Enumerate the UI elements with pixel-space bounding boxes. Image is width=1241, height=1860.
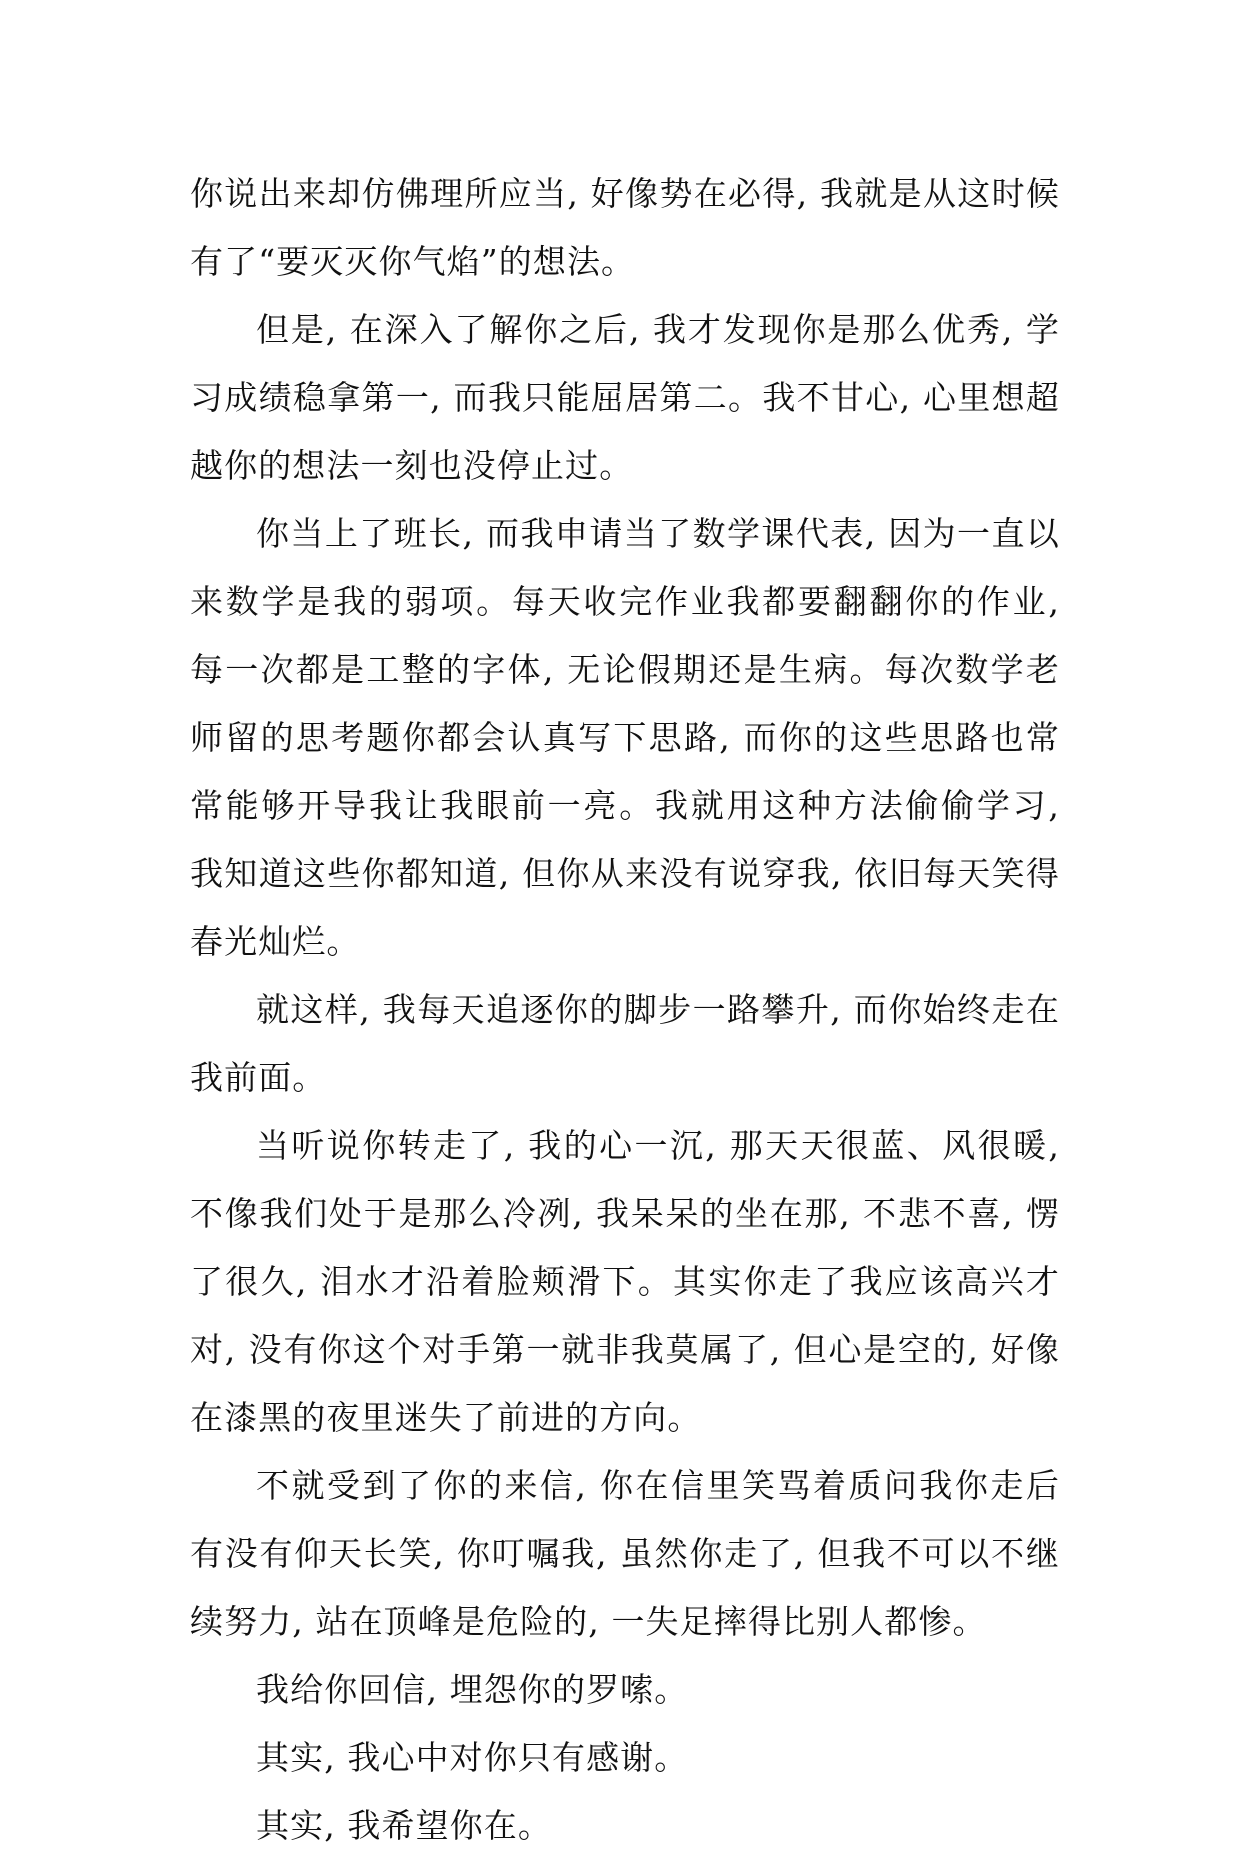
paragraph: 其实, 我希望你在。 xyxy=(256,1806,552,1845)
paragraph: 就这样, 我每天追逐你的脚步一路攀升, 而你始终走在我前面。 xyxy=(190,990,1060,1097)
paragraph: 不就受到了你的来信, 你在信里笑骂着质问我你走后有没有仰天长笑, 你叮嘱我, 虽然你走了, 但我不可以不继续努力, 站在顶峰是危险的, 一失足摔得比别人都惨。 xyxy=(190,1466,1060,1641)
paragraph: 当听说你转走了, 我的心一沉, 那天天很蓝、风很暖, 不像我们处于是那么冷冽, 我呆呆的坐在那, 不悲不喜, 愣了很久, 泪水才沿着脸颊滑下。其实你走了我应该高兴才对, 没有你这个对手第一就非我莫属了, 但心是空的, 好像在漆黑的夜里迷失了前进的方向。 xyxy=(190,1126,1060,1437)
paragraph: 我给你回信, 埋怨你的罗嗦。 xyxy=(256,1670,689,1709)
document-page xyxy=(190,160,1060,1860)
paragraph: 其实, 我心中对你只有感谢。 xyxy=(256,1738,689,1777)
paragraph: 你当上了班长, 而我申请当了数学课代表, 因为一直以来数学是我的弱项。每天收完作业我都要翻翻你的作业, 每一次都是工整的字体, 无论假期还是生病。每次数学老师留的思考题你都会认真写下思路, 而你的这些思路也常常能够开导我让我眼前一亮。我就用这种方法偷偷学习, 我知道这些你都知道, 但你从来没有说穿我, 依旧每天笑得春光灿烂。 xyxy=(190,514,1060,961)
paragraph-continuation: 你说出来却仿佛理所应当, 好像势在必得, 我就是从这时候有了“要灭灭你气焰”的想法。 xyxy=(190,174,1060,281)
paragraph: 但是, 在深入了解你之后, 我才发现你是那么优秀, 学习成绩稳拿第一, 而我只能屈居第二。我不甘心, 心里想超越你的想法一刻也没停止过。 xyxy=(190,310,1060,485)
